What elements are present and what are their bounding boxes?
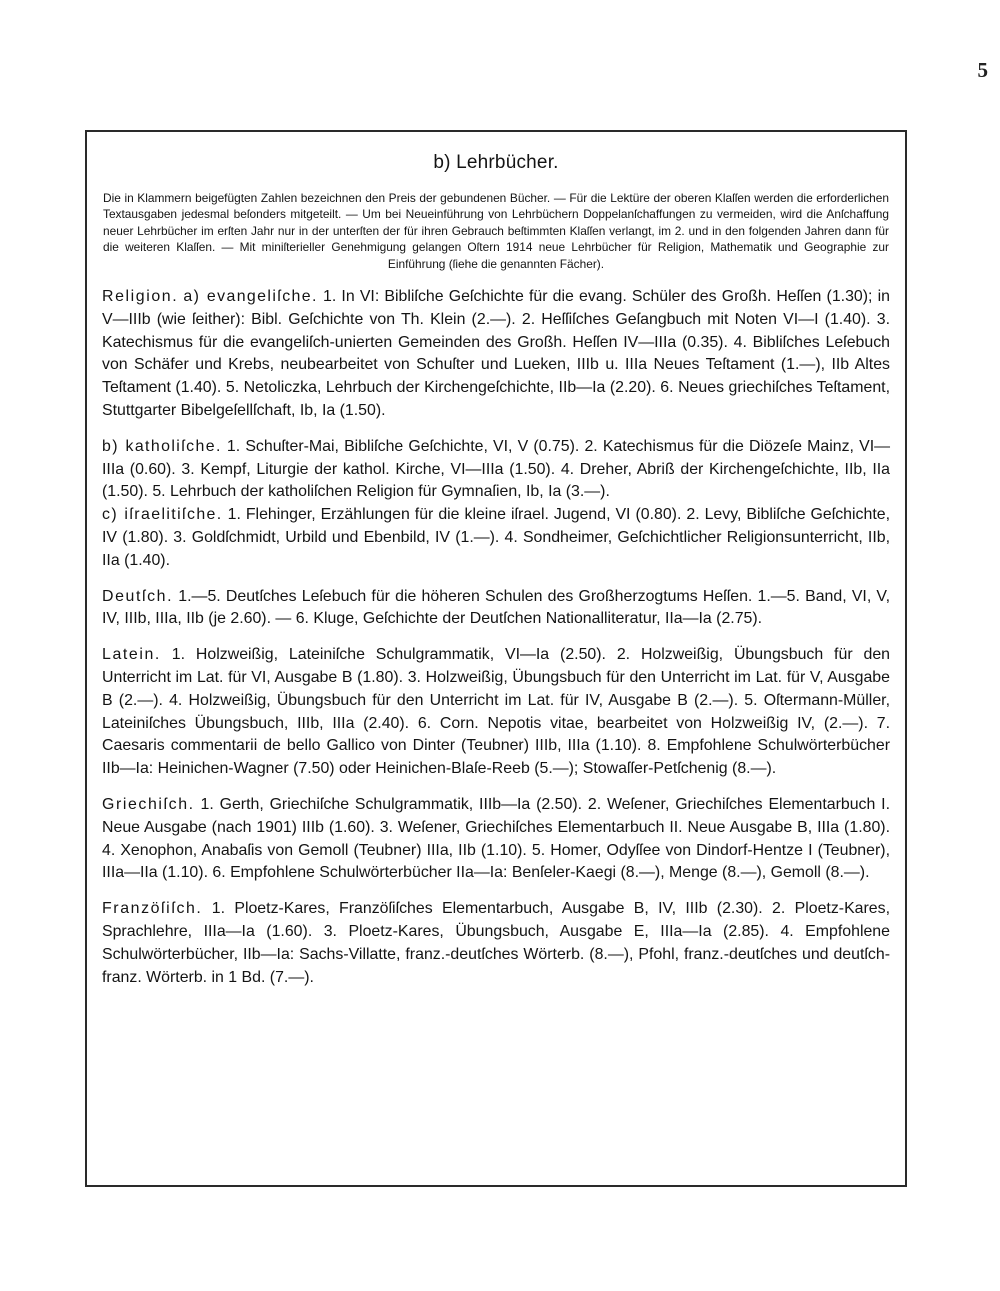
franzoesisch-text: 1. Ploetz-Kares, Franzöſiſches Elementarbuch, Ausgabe B, IV, IIIb (2.30). 2. Ploetz-Kares, Sprachlehre, IIIa—Ia (1.60). 3. Ploetz-Kares, Übungsbuch, Ausgabe E, IIIa—Ia (2.85). 4. Empfohlene Schulwörterbücher, IIb—Ia: Sachs-Villatte, franz.-deutſches Wörterb. (8.—), Pfohl, franz.-deutſches und deutſch-franz. Wörterb. in 1 Bd. (7.—).: [102, 900, 890, 986]
griechisch-text: 1. Gerth, Griechiſche Schulgrammatik, IIIb—Ia (2.50). 2. Weſener, Griechiſches Elementarbuch I. Neue Ausgabe (nach 1901) IIIb (1.60). 3. Weſener, Griechiſches Elementarbuch II. Neue Ausgabe B, IIIa (1.80). 4. Xenophon, Anabaſis von Gemoll (Teubner) IIIa, IIb (1.10). 5. Homer, Odyſſee von Dindorf-Hentze I (Teubner), IIIa—IIa (1.10). 6. Empfohlene Schulwörterbücher IIa—Ia: Benſeler-Kaegi (8.—), Menge (8.—), Gemoll (8.—).: [102, 795, 890, 882]
franzoesisch-paragraph: [102, 898, 890, 989]
section-griechisch: [97, 794, 895, 885]
section-latein: [97, 644, 895, 781]
section-title-franzoesisch: Franzöſiſch.: [102, 900, 203, 918]
section-title-griechisch: Griechiſch.: [102, 795, 195, 813]
griechisch-paragraph: [102, 794, 890, 885]
page-heading: b) Lehrbücher.: [433, 152, 559, 173]
religion-jewish-text: 1. Flehinger, Erzählungen für die kleine iſrael. Jugend, VI (0.80). 2. Levy, Bibliſche Geſchichte, IV (1.80). 3. Goldſchmidt, Urbild und Ebenbild, IV (1.—). 4. Sondheimer, Geſchichtlicher Religionsunterricht, IIb, IIa (1.40).: [102, 506, 891, 569]
deutsch-text: 1.—5. Deutſches Leſebuch für die höheren Schulen des Großherzogtums Heſſen. 1.—5. Band, VI, V, IV, IIIb, IIIa, IIb (je 2.60). — 6. Kluge, Geſchichte der Deutſchen Nationalliteratur, IIa—Ia (2.75).: [102, 587, 890, 628]
religion-catholic: [102, 436, 890, 504]
religion-catholic-text: 1. Schuſter-Mai, Bibliſche Geſchichte, VI, V (0.75). 2. Katechismus für die Diözeſe Mainz, VI—IIIa (0.60). 3. Kempf, Liturgie der kathol. Kirche, VI—IIIa (1.50). 4. Dreher, Abriß der Kirchengeſchichte, IIb, IIa (1.50). 5. Lehrbuch der katholiſchen Religion für Gymnaſien, Ib, Ia (3.—).: [102, 437, 890, 501]
religion-evangelical: [102, 286, 890, 423]
subsection-label-catholic: b) katholiſche.: [102, 437, 222, 455]
section-franzoesisch: [97, 898, 895, 989]
religion-evangelical-text: 1. In VI: Bibliſche Geſchichte für die evang. Schüler des Großh. Heſſen (1.30); in V—IIIb (wie ſeither): Bibl. Geſchichte von Th. Klein (2.—). 2. Heſſiſches Geſangbuch mit Noten VI—I (1.40). 3. Katechismus für die evangeliſch-unierten Gemeinden des Großh. Heſſen IV—IIIa (0.35). 4. Bibliſches Leſebuch von Schäfer und Krebs, neubearbeitet von Schuſter und Lueken, IIIb u. IIIa Neues Teſtament (1.—), IIb Altes Teſtament (1.40). 5. Netoliczka, Lehrbuch der Kirchengeſchichte, IIb—Ia (2.20). 6. Neues griechiſches Teſtament, Stuttgarter Bibelgeſellſchaft, Ib, Ia (1.50).: [102, 288, 890, 420]
section-religion: [97, 286, 895, 423]
subsection-label-evangelical: a) evangeliſche.: [183, 288, 318, 306]
textbook-list-frame: [85, 130, 907, 1187]
section-title-religion: Religion.: [102, 288, 179, 306]
religion-jewish: [102, 504, 890, 572]
section-religion-catholic-jewish: [97, 436, 895, 573]
subsection-label-jewish: c) iſraelitiſche.: [102, 506, 223, 524]
page-number: 5: [977, 58, 988, 82]
intro-paragraph: Die in Klammern beigefügten Zahlen bezeichnen den Preis der gebundenen Bücher. — Für die Lektüre der oberen Klaſſen werden die erforderlichen Textausgaben jedesmal beſonders mitgeteilt. — Um bei Neueinführung von Lehrbüchern Doppelanſchaffungen zu vermeiden, wird die Anſchaffung neuer Lehrbücher im erſten Jahr nur in der unterſten der für ihren Gebrauch beſtimmten Klaſſen verlangt, im 2. und in den folgenden Jahren dann für die weiteren Klaſſen. — Mit miniſterieller Genehmigung gelangen Oſtern 1914 neue Lehrbücher für Religion, Mathematik und Geographie zur Einführung (ſiehe die genannten Fächer).: [103, 191, 889, 271]
latein-paragraph: [102, 644, 890, 781]
section-deutsch: [97, 586, 895, 632]
section-title-latein: Latein.: [102, 646, 161, 664]
deutsch-paragraph: [102, 586, 890, 632]
latein-text: 1. Holzweißig, Lateiniſche Schulgrammatik, VI—Ia (2.50). 2. Holzweißig, Übungsbuch für den Unterricht im Lat. für VI, Ausgabe B (1.80). 3. Holzweißig, Übungsbuch für den Unterricht im Lat. für V, Ausgabe B (2.—). 4. Holzweißig, Übungsbuch für den Unterricht im Lat. für IV, Ausgabe B (2.—). 5. Oſtermann-Müller, Lateiniſches Übungsbuch, IIIb, IIIa (2.40). 6. Corn. Nepotis vitae, bearbeitet von Holzweißig IV, (2.—). 7. Caesaris commentarii de bello Gallico von Dinter (Teubner) IIIb, IIIa (1.10). 8. Empfohlene Schulwörterbücher IIb—Ia: Heinichen-Wagner (7.50) oder Heinichen-Blaſe-Reeb (5.—); Stowaſſer-Petſchenig (8.—).: [102, 646, 890, 778]
section-title-deutsch: Deutſch.: [102, 587, 174, 605]
